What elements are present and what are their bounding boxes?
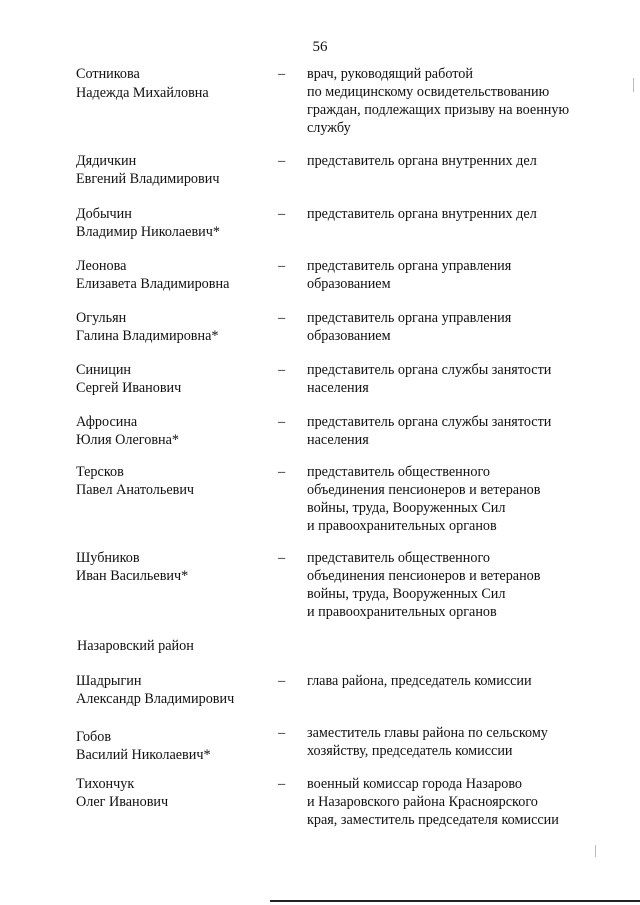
member-role bbox=[307, 775, 607, 829]
member-given-names: Сергей Иванович bbox=[76, 380, 182, 396]
member-given-names: Павел Анатольевич bbox=[76, 482, 195, 498]
role-line: врач, руководящий работой bbox=[307, 66, 473, 82]
member-surname: Гобов bbox=[76, 729, 112, 745]
role-line: края, заместитель председателя комиссии bbox=[307, 812, 559, 828]
role-line: представитель органа службы занятости bbox=[307, 362, 552, 378]
role-line: военный комиссар города Назарово bbox=[307, 776, 523, 792]
page-number: 56 bbox=[312, 39, 328, 55]
member-surname: Огульян bbox=[76, 310, 127, 326]
dash-separator: – bbox=[278, 464, 286, 480]
role-line: хозяйству, председатель комиссии bbox=[307, 743, 513, 759]
dash-separator: – bbox=[278, 206, 286, 222]
member-given-names: Александр Владимирович bbox=[76, 691, 235, 707]
member-surname: Добычин bbox=[76, 206, 132, 222]
role-line: и правоохранительных органов bbox=[307, 604, 497, 620]
role-line: представитель органа управления bbox=[307, 258, 512, 274]
role-line: представитель органа управления bbox=[307, 310, 512, 326]
member-name bbox=[76, 672, 276, 708]
member-name bbox=[76, 309, 276, 345]
bottom-rule-divider bbox=[270, 900, 640, 902]
member-surname: Тихончук bbox=[76, 776, 135, 792]
member-role bbox=[307, 152, 607, 170]
scan-edge-mark bbox=[633, 78, 634, 92]
role-line: и Назаровского района Красноярского bbox=[307, 794, 538, 810]
member-surname: Шубников bbox=[76, 550, 140, 566]
member-name bbox=[76, 65, 276, 102]
member-surname: Синицин bbox=[76, 362, 132, 378]
member-name bbox=[76, 413, 276, 449]
member-surname: Афросина bbox=[76, 414, 138, 430]
role-line: образованием bbox=[307, 276, 391, 292]
member-given-names: Иван Васильевич* bbox=[76, 568, 189, 584]
district-heading: Назаровский район bbox=[77, 638, 194, 654]
role-line: объединения пенсионеров и ветеранов bbox=[307, 568, 541, 584]
member-role bbox=[307, 549, 607, 621]
dash-separator: – bbox=[278, 153, 286, 169]
member-role bbox=[307, 463, 607, 535]
role-line: граждан, подлежащих призыву на военную bbox=[307, 102, 570, 118]
role-line: войны, труда, Вооруженных Сил bbox=[307, 500, 506, 516]
role-line: заместитель главы района по сельскому bbox=[307, 725, 548, 741]
member-role bbox=[307, 65, 607, 137]
dash-separator: – bbox=[278, 362, 286, 378]
dash-separator: – bbox=[278, 414, 286, 430]
member-surname: Леонова bbox=[76, 258, 127, 274]
member-name bbox=[76, 463, 276, 499]
role-line: войны, труда, Вооруженных Сил bbox=[307, 586, 506, 602]
role-line: глава района, председатель комиссии bbox=[307, 673, 532, 689]
member-given-names: Василий Николаевич* bbox=[76, 747, 211, 763]
member-name bbox=[76, 205, 276, 241]
member-role bbox=[307, 672, 607, 690]
member-role bbox=[307, 309, 607, 345]
role-line: и правоохранительных органов bbox=[307, 518, 497, 534]
member-role bbox=[307, 257, 607, 293]
member-role bbox=[307, 361, 607, 397]
member-surname: Терсков bbox=[76, 464, 124, 480]
dash-separator: – bbox=[278, 725, 286, 741]
member-surname: Дядичкин bbox=[76, 153, 137, 169]
member-name bbox=[76, 728, 276, 764]
role-line: службу bbox=[307, 120, 351, 136]
member-given-names: Галина Владимировна* bbox=[76, 328, 219, 344]
member-name bbox=[76, 152, 276, 188]
role-line: представитель органа службы занятости bbox=[307, 414, 552, 430]
member-given-names: Юлия Олеговна* bbox=[76, 432, 180, 448]
role-line: представитель общественного bbox=[307, 464, 491, 480]
member-given-names: Елизавета Владимировна bbox=[76, 276, 230, 292]
dash-separator: – bbox=[278, 66, 286, 82]
member-surname: Шадрыгин bbox=[76, 673, 142, 689]
member-name bbox=[76, 549, 276, 585]
role-line: населения bbox=[307, 380, 369, 396]
member-surname: Сотникова bbox=[76, 66, 140, 82]
member-name bbox=[76, 361, 276, 397]
member-role bbox=[307, 724, 607, 760]
member-name bbox=[76, 257, 276, 293]
role-line: представитель общественного bbox=[307, 550, 491, 566]
dash-separator: – bbox=[278, 550, 286, 566]
member-given-names: Олег Иванович bbox=[76, 794, 169, 810]
member-role bbox=[307, 413, 607, 449]
role-line: по медицинскому освидетельствованию bbox=[307, 84, 550, 100]
role-line: населения bbox=[307, 432, 369, 448]
role-line: объединения пенсионеров и ветеранов bbox=[307, 482, 541, 498]
role-line: образованием bbox=[307, 328, 391, 344]
member-given-names: Владимир Николаевич* bbox=[76, 224, 220, 240]
dash-separator: – bbox=[278, 776, 286, 792]
dash-separator: – bbox=[278, 258, 286, 274]
role-line: представитель органа внутренних дел bbox=[307, 153, 537, 169]
dash-separator: – bbox=[278, 310, 286, 326]
role-line: представитель органа внутренних дел bbox=[307, 206, 537, 222]
member-given-names: Евгений Владимирович bbox=[76, 171, 220, 187]
scan-edge-mark bbox=[595, 845, 596, 857]
member-name bbox=[76, 775, 276, 811]
member-given-names: Надежда Михайловна bbox=[76, 85, 209, 101]
dash-separator: – bbox=[278, 673, 286, 689]
member-role bbox=[307, 205, 607, 223]
